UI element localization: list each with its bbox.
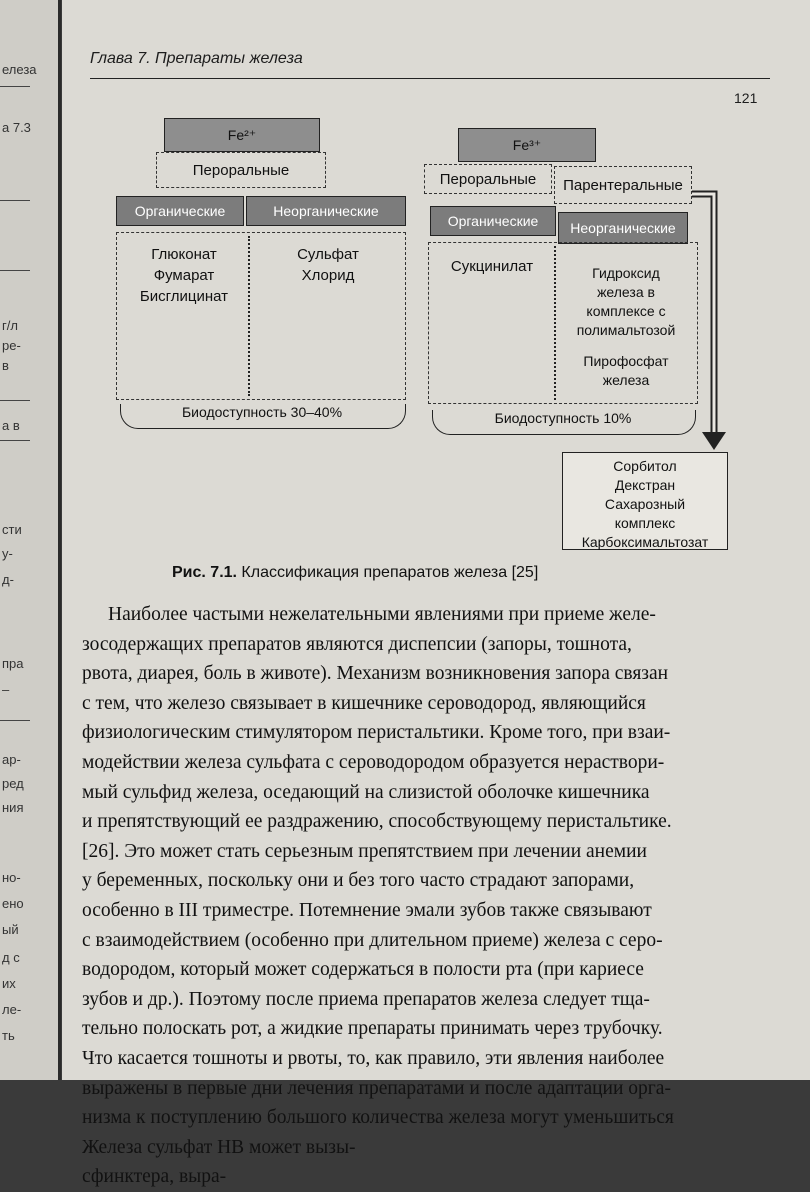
previous-page-rule	[0, 400, 30, 401]
book-page	[62, 0, 810, 1188]
previous-page-line: а в	[2, 418, 20, 433]
fe2-inorganic-item: Сульфат	[297, 246, 359, 263]
body-line: физиологическим стимулятором перистальтики. Кроме того, при взаи-	[82, 722, 671, 744]
previous-page-line: у-	[2, 546, 13, 561]
fe3-organic-item: Сукцинилат	[450, 258, 534, 275]
previous-page-rule	[0, 86, 30, 87]
previous-page-line: в	[2, 358, 9, 373]
parenteral-item: Сахарозный	[604, 496, 686, 512]
fe2-inorganic-item: Хлорид	[301, 267, 355, 284]
parenteral-item: комплекс	[614, 515, 676, 531]
fe2-organic-header: Органические	[116, 196, 244, 226]
fe2-oral-route: Пероральные	[156, 152, 326, 188]
fe3-organic-header: Органические	[430, 206, 556, 236]
fe3-bioavailability: Биодоступность 10%	[494, 410, 632, 426]
parenteral-item: Карбоксимальтозат	[581, 534, 709, 550]
previous-page-rule	[0, 270, 30, 271]
fe2-inorganic-list	[258, 244, 398, 286]
previous-page-rule	[0, 720, 30, 721]
previous-page-line: –	[2, 682, 10, 697]
body-line: у беременных, поскольку они и без того часто страдают запорами,	[82, 870, 635, 892]
fe3-inorganic-item: железа в	[597, 284, 655, 300]
body-line: зубов и др.). Поэтому после приема препаратов железа следует тща-	[82, 988, 650, 1010]
previous-page-rule	[0, 200, 30, 201]
fe2-inorganic-header: Неорганические	[246, 196, 406, 226]
body-line: [26]. Это может стать серьезным препятствием при лечении анемии	[82, 840, 647, 862]
body-line: сфинктера, выра-	[82, 1166, 227, 1188]
fe2-bioavailability: Биодоступность 30–40%	[181, 404, 343, 420]
previous-page-line: прa	[2, 656, 24, 671]
parenteral-item: Сорбитол	[613, 458, 677, 474]
page-number: 121	[734, 90, 758, 106]
body-line: с взаимодействием (особенно при длительном приеме) железа с серо-	[82, 929, 663, 951]
body-text	[82, 600, 798, 1192]
body-line: мый сульфид железа, оседающий на слизистой оболочке кишечника	[82, 781, 650, 803]
fe3-inorganic-item: полимальтозой	[576, 322, 676, 338]
fe2-brace	[120, 404, 406, 429]
previous-page-line: г/л	[2, 318, 18, 333]
chapter-title: Глава 7. Препараты железа	[90, 50, 303, 67]
body-line: Наиболее частыми нежелательными явлениями при приеме желе-	[108, 604, 656, 625]
fe3-inorganic-item: комплексе с	[586, 303, 666, 319]
previous-page-edge	[0, 0, 61, 1080]
previous-page-line: сти	[2, 522, 22, 537]
previous-page-line: ено	[2, 896, 24, 911]
fe3-parenteral-route: Парентеральные	[554, 166, 692, 204]
previous-page-line: ть	[2, 1028, 15, 1043]
parenteral-list-box	[562, 452, 728, 550]
previous-page-rule	[0, 440, 30, 441]
parenteral-item: Декстран	[614, 477, 676, 493]
parenteral-arrow-icon	[688, 186, 728, 456]
fe3-inorganic-header: Неорганические	[558, 212, 688, 244]
previous-page-line: ый	[2, 922, 19, 937]
fe2-organic-item: Глюконат	[151, 246, 217, 263]
body-line: рвота, диарея, боль в животе). Механизм возникновения запора связан	[82, 663, 669, 685]
figure-caption	[172, 564, 538, 582]
fe3-column-divider	[554, 246, 556, 400]
fe3-inorganic-item: Пирофосфат	[583, 353, 669, 369]
fe2-organic-item: Фумарат	[153, 267, 215, 284]
body-line: выражены в первые дни лечения препаратами и после адаптации орга-	[82, 1077, 671, 1099]
fe2-organic-list	[124, 244, 244, 307]
body-line: Что касается тошноты и рвоты, то, как правило, эти явления наиболее	[82, 1047, 665, 1069]
previous-page-line: а 7.3	[2, 120, 31, 135]
previous-page-line: ре-	[2, 338, 21, 353]
header-rule	[90, 78, 770, 79]
body-line: и препятствующий ее раздражению, способствующему перистальтике.	[82, 811, 672, 833]
fe3-organic-list	[434, 256, 550, 277]
body-line: с тем, что железо связывает в кишечнике сероводород, являющийся	[82, 692, 646, 714]
previous-page-line: ар-	[2, 752, 21, 767]
fe3-inorganic-list-1	[560, 264, 692, 340]
fe3-box: Fe³⁺	[458, 128, 596, 162]
fe2-box: Fe²⁺	[164, 118, 320, 152]
fe3-inorganic-list-2	[560, 352, 692, 390]
fe3-inorganic-item: Гидроксид	[592, 265, 660, 281]
previous-page-line: ле-	[2, 1002, 22, 1017]
previous-page-line: ред	[2, 776, 24, 791]
body-line: особенно в III триместре. Потемнение эмали зубов также связывают	[82, 899, 652, 921]
fe3-oral-route: Пероральные	[424, 164, 552, 194]
previous-page-line: елеза	[2, 62, 37, 77]
fe3-brace	[432, 410, 696, 435]
figure-caption-label: Рис. 7.1.	[172, 564, 237, 581]
fe2-organic-item: Бисглицинат	[139, 288, 229, 305]
body-line: зосодержащих препаратов являются диспепсии (запоры, тошнота,	[82, 633, 632, 655]
fe2-column-divider	[248, 236, 250, 396]
body-line: низма к поступлению большого количества железа могут уменьшиться	[82, 1107, 674, 1129]
body-line: тельно полоскать рот, а жидкие препараты принимать через трубочку.	[82, 1018, 663, 1040]
previous-page-line: д с	[2, 950, 20, 965]
previous-page-line: д-	[2, 572, 14, 587]
figure-caption-text: Классификация препаратов железа [25]	[236, 564, 539, 581]
body-line: водородом, который может содержаться в полости рта (при кариесе	[82, 959, 644, 981]
body-line: Железа сульфат НВ может вызы-	[82, 1136, 356, 1158]
fe3-inorganic-item: железа	[602, 372, 650, 388]
previous-page-line: но-	[2, 870, 21, 885]
previous-page-line: их	[2, 976, 16, 991]
body-line: модействии железа сульфата с сероводородом образуется нераствори-	[82, 751, 665, 773]
previous-page-line: ния	[2, 800, 24, 815]
